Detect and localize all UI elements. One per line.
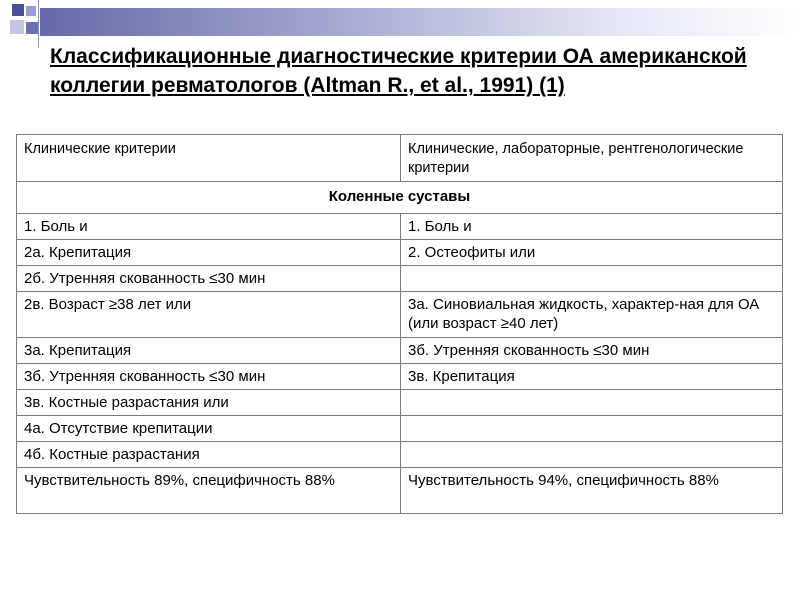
table-cell: 3б. Утренняя скованность ≤30 мин	[17, 364, 401, 390]
table-cell	[401, 390, 783, 416]
table-row	[17, 266, 783, 292]
table-header-row	[17, 135, 783, 182]
slide-title: Классификационные диагностические критерии ОА американской коллегии ревматологов (Altman R., et al., 1991) (1)	[50, 45, 747, 97]
table-cell: 3в. Крепитация	[401, 364, 783, 390]
header-decoration	[0, 0, 800, 48]
table-cell: 3а. Синовиальная жидкость, характер-ная для ОА (или возраст ≥40 лет)	[401, 292, 783, 338]
table-cell: Чувствительность 89%, специфичность 88%	[17, 468, 401, 514]
table-cell: 2а. Крепитация	[17, 240, 401, 266]
table-row	[17, 442, 783, 468]
header-cell-lab: Клинические, лабораторные, рентгенологические критерии	[401, 135, 783, 182]
decor-square	[12, 4, 24, 16]
gradient-bar	[40, 8, 800, 36]
table-cell: 3в. Костные разрастания или	[17, 390, 401, 416]
decor-square	[26, 6, 36, 16]
table-row	[17, 338, 783, 364]
table-cell: 1. Боль и	[401, 214, 783, 240]
table-cell: 4б. Костные разрастания	[17, 442, 401, 468]
table-row	[17, 292, 783, 338]
section-title: Коленные суставы	[17, 182, 783, 214]
header-cell-clinical: Клинические критерии	[17, 135, 401, 182]
table-row	[17, 390, 783, 416]
table-cell: 3а. Крепитация	[17, 338, 401, 364]
table-row	[17, 240, 783, 266]
table-row	[17, 468, 783, 514]
decor-line	[38, 0, 39, 48]
decor-square	[26, 22, 38, 34]
table-cell	[401, 266, 783, 292]
decor-square	[10, 20, 24, 34]
table-cell: 4а. Отсутствие крепитации	[17, 416, 401, 442]
section-row	[17, 182, 783, 214]
table-cell: 3б. Утренняя скованность ≤30 мин	[401, 338, 783, 364]
table-row	[17, 214, 783, 240]
table-row	[17, 364, 783, 390]
table-cell: Чувствительность 94%, специфичность 88%	[401, 468, 783, 514]
table-cell: 2в. Возраст ≥38 лет или	[17, 292, 401, 338]
criteria-table	[16, 134, 783, 514]
table-cell	[401, 416, 783, 442]
table-cell: 2. Остеофиты или	[401, 240, 783, 266]
table-cell: 2б. Утренняя скованность ≤30 мин	[17, 266, 401, 292]
table-cell: 1. Боль и	[17, 214, 401, 240]
table-row	[17, 416, 783, 442]
table-cell	[401, 442, 783, 468]
